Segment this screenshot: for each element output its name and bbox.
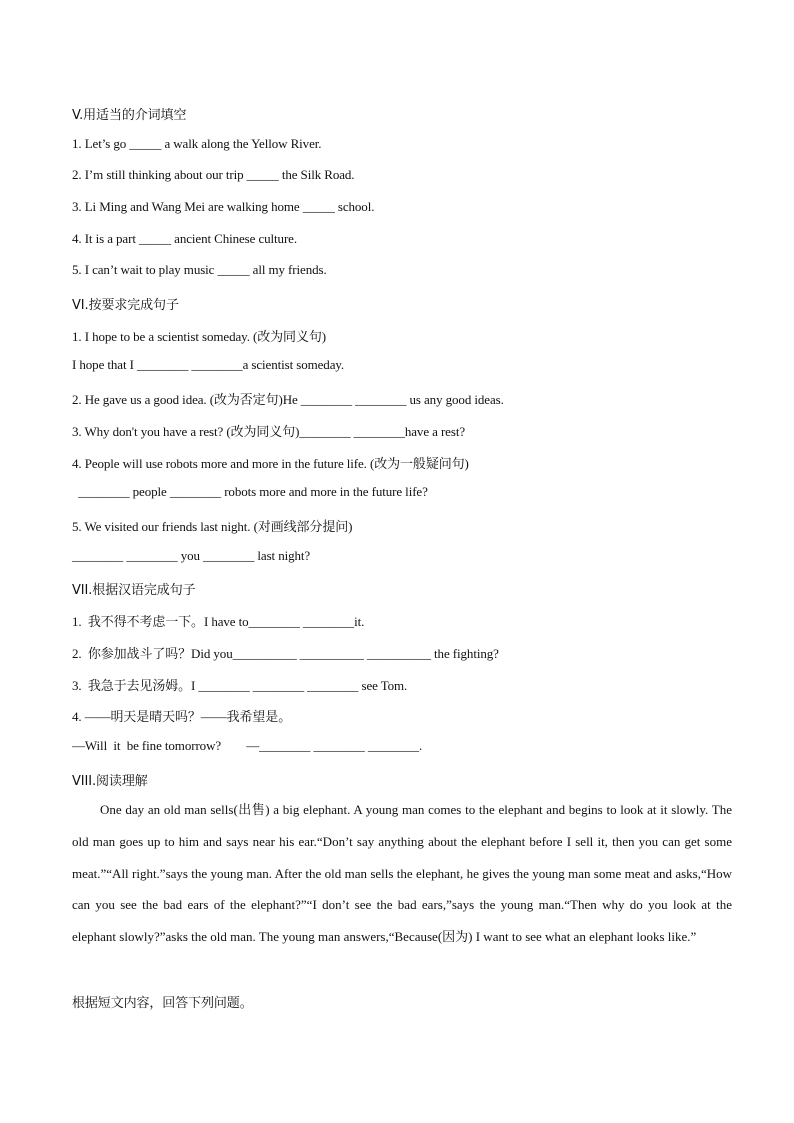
section-vii-line-4: 4. ——明天是晴天吗？——我希望是。	[72, 709, 292, 724]
section-vii-line-5: —Will it be fine tomorrow? —________ ________ ________.	[72, 738, 423, 753]
section-vi-line-5: 4. People will use robots more and more in the future life. (改为一般疑问句)	[72, 456, 469, 471]
reading-passage: One day an old man sells(出售) a big elephant. A young man comes to the elephant and begins to look at it slowly. The old man goes up to him and says near his ear.“Don’t say anything about the elephant before I sell it, then you can get some meat.”“All right.”says the young man. After the old man sells the elephant, he gives the young man some meat and asks,“How can you see the bad ears of the elephant?”“I don’t see the bad ears,”says the young man.“Then why do you look at the elephant slowly?”asks the old man. The young man answers,“Because(因为) I want to see what an elephant looks like.”	[72, 802, 732, 945]
section-v-item-2: 2. I’m still thinking about our trip _____ the Silk Road.	[72, 167, 355, 182]
section-vi-line-7: 5. We visited our friends last night. (对画线部分提问)	[72, 519, 353, 534]
section-v-title: V.用适当的介词填空	[72, 108, 187, 123]
section-viii-title: VIII.阅读理解	[72, 774, 148, 789]
section-vi-line-6: ________ people ________ robots more and more in the future life?	[72, 484, 428, 499]
section-vi-line-8: ________ ________ you ________ last night?	[72, 548, 311, 563]
reading-instruction: 根据短文内容，回答下列问题。	[72, 996, 253, 1011]
section-vi-title: VI.按要求完成句子	[72, 298, 179, 313]
section-vii-line-1: 1. 我不得不考虑一下。I have to________ ________it.	[72, 614, 365, 629]
section-v-item-1: 1. Let’s go _____ a walk along the Yellow River.	[72, 136, 322, 151]
section-vi-line-1: 1. I hope to be a scientist someday. (改为同义句)	[72, 329, 326, 344]
section-v-item-3: 3. Li Ming and Wang Mei are walking home _____ school.	[72, 199, 375, 214]
section-v-item-4: 4. It is a part _____ ancient Chinese culture.	[72, 231, 298, 246]
section-vi-line-4: 3. Why don't you have a rest? (改为同义句)________ ________have a rest?	[72, 424, 465, 439]
section-vii-line-2: 2. 你参加战斗了吗？Did you__________ __________ __________ the fighting?	[72, 646, 499, 661]
section-vi-line-3: 2. He gave us a good idea. (改为否定句)He ________ ________ us any good ideas.	[72, 392, 504, 407]
section-vi-line-2: I hope that I ________ ________a scientist someday.	[72, 357, 345, 372]
section-vii-line-3: 3. 我急于去见汤姆。I ________ ________ ________ see Tom.	[72, 678, 408, 693]
section-vii-title: VII.根据汉语完成句子	[72, 583, 196, 598]
section-v-item-5: 5. I can’t wait to play music _____ all my friends.	[72, 262, 327, 277]
